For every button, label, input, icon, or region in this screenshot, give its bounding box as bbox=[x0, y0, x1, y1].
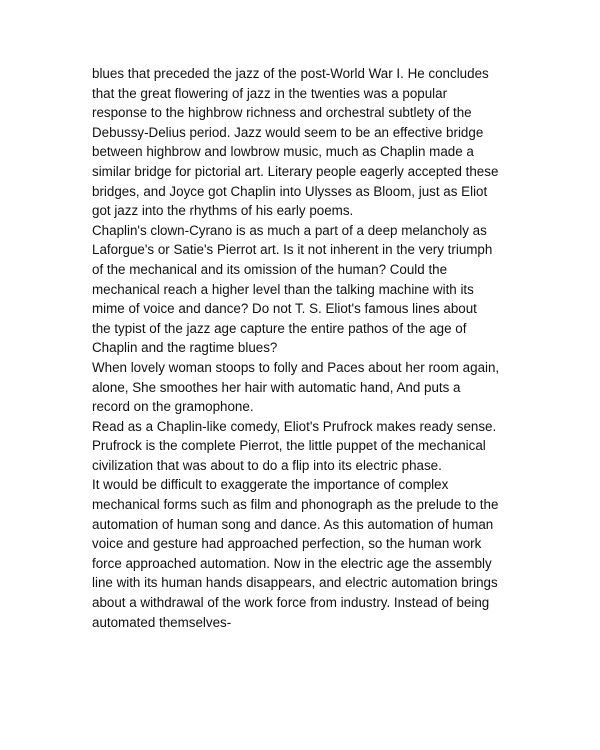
text-line: mechanical forms such as film and phonograph as the prelude to the bbox=[92, 497, 499, 513]
text-line: similar bridge for pictorial art. Literary people eagerly accepted these bbox=[92, 163, 499, 179]
body-text bbox=[92, 64, 522, 632]
text-line: force approached automation. Now in the electric age the assembly bbox=[92, 555, 492, 571]
text-line: voice and gesture had approached perfection, so the human work bbox=[92, 536, 482, 552]
text-line: response to the highbrow richness and orchestral subtlety of the bbox=[92, 105, 472, 121]
text-line: mime of voice and dance? Do not T. S. Eliot's famous lines about bbox=[92, 301, 477, 317]
text-line: about a withdrawal of the work force from industry. Instead of being bbox=[92, 595, 490, 611]
text-line: Read as a Chaplin-like comedy, Eliot's Prufrock makes ready sense. bbox=[92, 418, 497, 434]
text-line: Laforgue's or Satie's Pierrot art. Is it not inherent in the very triumph bbox=[92, 242, 493, 258]
text-line: Debussy-Delius period. Jazz would seem to be an effective bridge bbox=[92, 124, 484, 140]
text-line: record on the gramophone. bbox=[92, 399, 254, 415]
text-line: Chaplin and the ragtime blues? bbox=[92, 340, 278, 356]
text-line: When lovely woman stoops to folly and Paces about her room again, bbox=[92, 359, 500, 375]
text-line: line with its human hands disappears, and electric automation brings bbox=[92, 575, 498, 591]
text-line: the typist of the jazz age capture the entire pathos of the age of bbox=[92, 320, 467, 336]
text-line: got jazz into the rhythms of his early poems. bbox=[92, 203, 354, 219]
text-line: alone, She smoothes her hair with automatic hand, And puts a bbox=[92, 379, 461, 395]
text-line: between highbrow and lowbrow music, much as Chaplin made a bbox=[92, 144, 474, 160]
text-line: automated themselves- bbox=[92, 614, 232, 630]
text-line: of the mechanical and its omission of the human? Could the bbox=[92, 261, 448, 277]
text-line: automation of human song and dance. As this automation of human bbox=[92, 516, 494, 532]
text-line: bridges, and Joyce got Chaplin into Ulysses as Bloom, just as Eliot bbox=[92, 183, 488, 199]
text-line: blues that preceded the jazz of the post-World War I. He concludes bbox=[92, 66, 489, 81]
text-line: that the great flowering of jazz in the twenties was a popular bbox=[92, 85, 448, 101]
text-line: Prufrock is the complete Pierrot, the little puppet of the mechanical bbox=[92, 438, 486, 454]
text-line: civilization that was about to do a flip into its electric phase. bbox=[92, 457, 442, 473]
text-line: mechanical reach a higher level than the talking machine with its bbox=[92, 281, 474, 297]
text-line: It would be difficult to exaggerate the importance of complex bbox=[92, 477, 449, 493]
text-line: Chaplin's clown-Cyrano is as much a part of a deep melancholy as bbox=[92, 222, 487, 238]
